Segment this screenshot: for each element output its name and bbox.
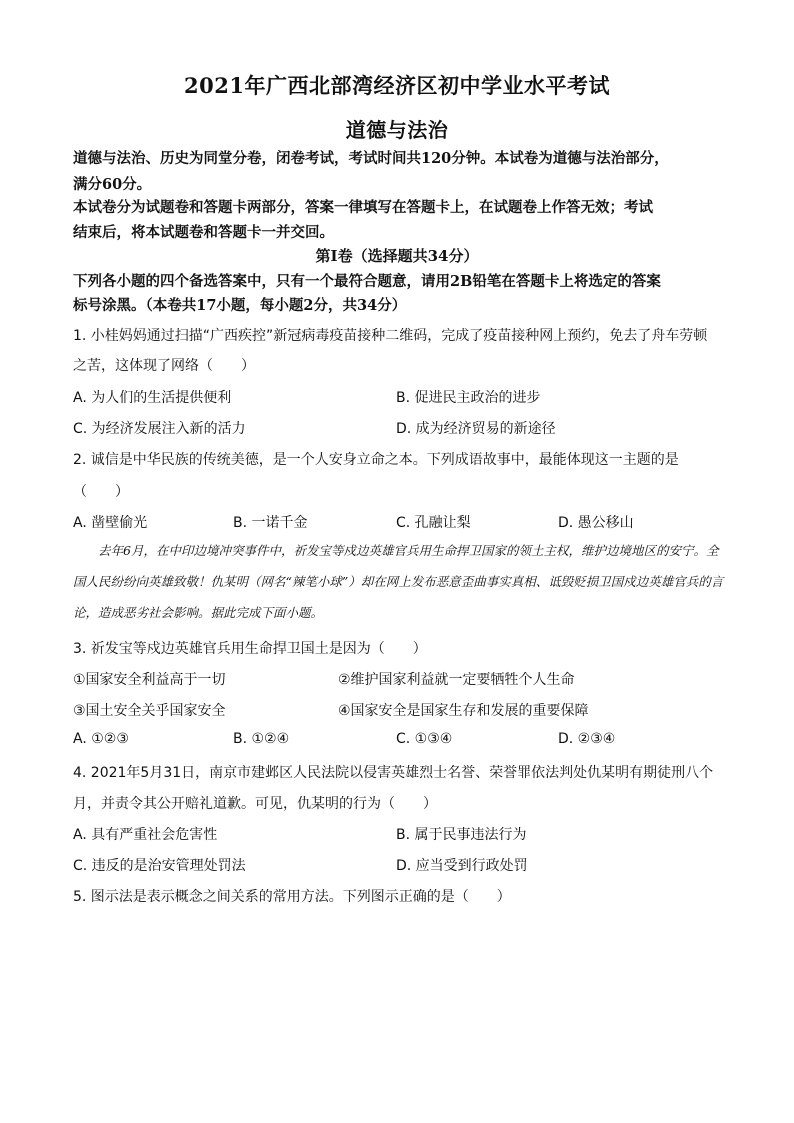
q4-option-b: B. 属于民事违法行为 — [396, 827, 527, 843]
q3-statement-3: ③国土安全关乎国家安全 — [73, 703, 226, 719]
instruction-line-3: 本试卷分为试题卷和答题卡两部分，答案一律填写在答题卡上，在试题卷上作答无效；考试 — [73, 199, 653, 216]
q3-statement-2: ②维护国家利益就一定要牺牲个人生命 — [338, 672, 575, 688]
q2-stem-line-1: 2. 诚信是中华民族的传统美德，是一个人安身立命之本。下列成语故事中，最能体现这一主题的是 — [73, 452, 679, 468]
q3-stem: 3. 祈发宝等戍边英雄官兵用生命捍卫国土是因为（ ） — [73, 641, 427, 657]
q2-option-b: B. 一诺千金 — [233, 515, 308, 531]
exam-title: 2021年广西北部湾经济区初中学业水平考试 — [184, 73, 610, 98]
q3-statement-4: ④国家安全是国家生存和发展的重要保障 — [338, 703, 589, 719]
q4-option-a: A. 具有严重社会危害性 — [73, 827, 218, 843]
q2-option-a: A. 凿壁偷光 — [73, 515, 148, 531]
section-desc-2: 标号涂黑。（本卷共17小题，每小题2分，共34分） — [73, 297, 407, 314]
instruction-line-2: 满分60分。 — [73, 176, 152, 193]
section-desc-1: 下列各小题的四个备选答案中，只有一个最符合题意，请用2B铅笔在答题卡上将选定的答案 — [73, 273, 661, 290]
q3-statement-1: ①国家安全利益高于一切 — [73, 672, 226, 688]
material-passage: 去年6月，在中印边境冲突事件中，祈发宝等戍边英雄官兵用生命捍卫国家的领土主权，维护边境地区的安宁。全国人民纷纷向英雄致敬！仇某明（网名“辣笔小球”）却在网上发布恶意歪曲事实真相、诋毁贬损卫国戍边英雄官兵的言论，造成恶劣社会影响。据此完成下面小题。 — [73, 543, 724, 620]
section-title: 第Ⅰ卷（选择题共34分） — [315, 247, 479, 265]
q4-stem-line-2: 月，并责令其公开赔礼道歉。可见，仇某明的行为（ ） — [73, 796, 437, 812]
subject-title: 道德与法治 — [345, 118, 449, 142]
q1-option-a: A. 为人们的生活提供便利 — [73, 390, 232, 406]
q1-option-d: D. 成为经济贸易的新途径 — [396, 421, 556, 437]
q4-option-c: C. 违反的是治安管理处罚法 — [73, 858, 246, 874]
q2-option-c: C. 孔融让梨 — [396, 515, 471, 531]
q1-stem-line-1: 1. 小桂妈妈通过扫描“广西疾控”新冠病毒疫苗接种二维码，完成了疫苗接种网上预约，免去了舟车劳顿 — [73, 328, 708, 344]
instruction-line-4: 结束后，将本试题卷和答题卡一并交回。 — [73, 224, 334, 241]
instruction-line-1: 道德与法治、历史为同堂分卷，闭卷考试，考试时间共120分钟。本试卷为道德与法治部分， — [73, 150, 669, 167]
q3-option-c: C. ①③④ — [396, 731, 453, 747]
q5-stem: 5. 图示法是表示概念之间关系的常用方法。下列图示正确的是（ ） — [73, 889, 511, 905]
q3-option-d: D. ②③④ — [558, 731, 616, 747]
q2-option-d: D. 愚公移山 — [558, 515, 634, 531]
q2-stem-line-2: （ ） — [73, 484, 129, 500]
q1-option-c: C. 为经济发展注入新的活力 — [73, 421, 246, 437]
q4-option-d: D. 应当受到行政处罚 — [396, 858, 528, 874]
q3-option-a: A. ①②③ — [73, 731, 129, 747]
q4-stem-line-1: 4. 2021年5月31日，南京市建邺区人民法院以侵害英雄烈士名誉、荣誉罪依法判处仇某明有期徒刑八个 — [73, 765, 714, 781]
q3-option-b: B. ①②④ — [233, 731, 290, 747]
q1-option-b: B. 促进民主政治的进步 — [396, 390, 541, 406]
q1-stem-line-2: 之苦，这体现了网络（ ） — [73, 358, 255, 374]
